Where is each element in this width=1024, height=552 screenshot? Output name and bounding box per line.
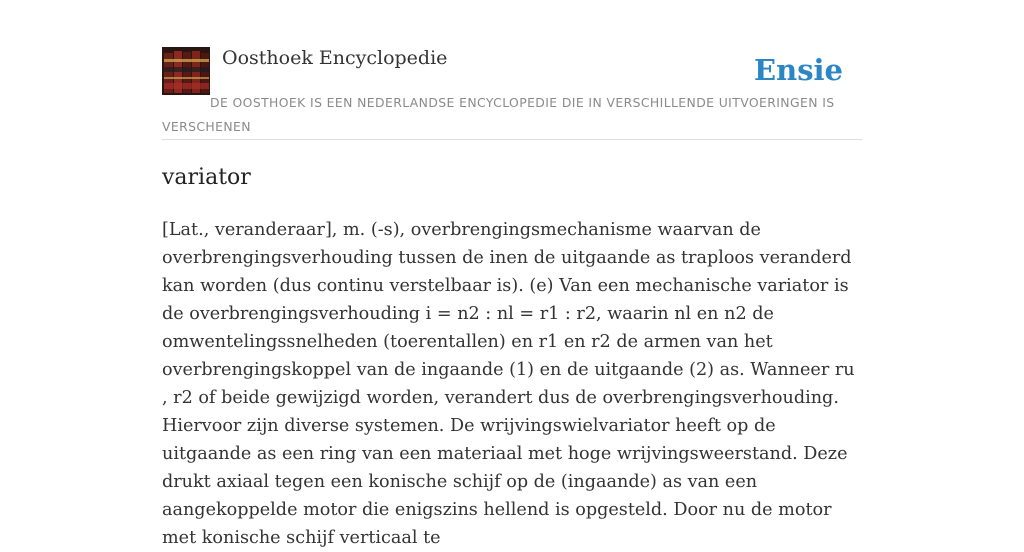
brand-logo[interactable]: Ensie xyxy=(754,53,843,87)
avatar[interactable] xyxy=(162,47,210,95)
article-body: [Lat., veranderaar], m. (-s), overbrengingsmechanisme waarvan de overbrengingsverhouding tussen de inen de uitgaande as traploos veranderd kan worden (dus continu verstelbaar is). (e) Van een mechanische variator is de overbrengingsverhouding i = n2 : nl = r1 : r2, waarin nl en n2 de omwentelingssnelheden (toerentallen) en r1 en r2 de armen van het overbrengingskoppel van de ingaande (1) en de uitgaande (2) as. Wanneer ru , r2 of beide gewijzigd worden, verandert dus de overbrengingsverhouding. Hiervoor zijn diverse systemen. De wrijvingswielvariator heeft op de uitgaande as een ring van een materiaal met hoge wrijvingsweerstand. Deze drukt axiaal tegen een konische schijf op de (ingaande) as van een aangekoppelde motor die enigszins hellend is opgesteld. Door nu de motor met konische schijf verticaal te xyxy=(162,220,855,548)
site-tagline: DE OOSTHOEK IS EEN NEDERLANDSE ENCYCLOPEDIE DIE IN VERSCHILLENDE UITVOERINGEN IS VERSCHENEN xyxy=(162,95,835,134)
article-title: variator xyxy=(162,165,251,190)
book-spines-icon xyxy=(162,47,210,95)
site-header xyxy=(162,46,862,140)
site-name[interactable]: Oosthoek Encyclopedie xyxy=(222,47,448,69)
